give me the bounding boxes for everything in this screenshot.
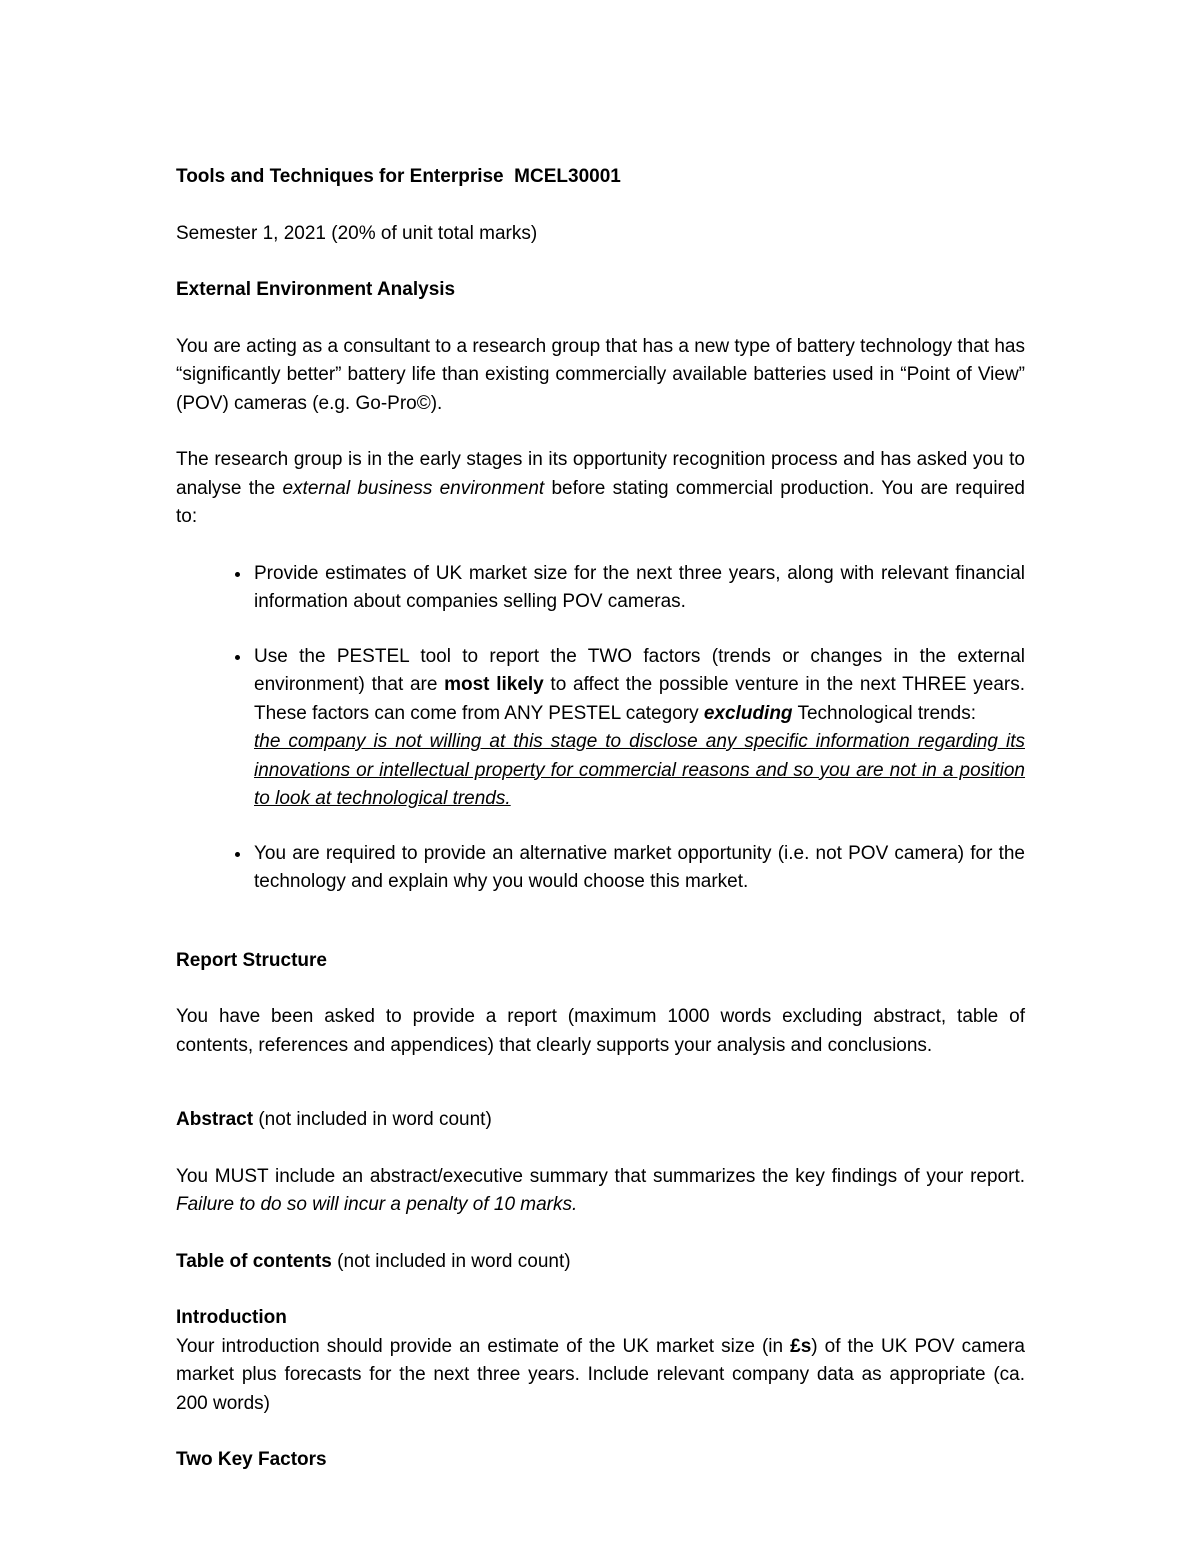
para-abstract: You MUST include an abstract/executive summary that summarizes the key findings of your report. Failure to do so will incur a penalty of 10 marks. — [176, 1165, 1025, 1215]
heading-report-structure: Report Structure — [176, 949, 327, 971]
heading-abstract: Abstract (not included in word count) — [176, 1109, 492, 1130]
bullet-market-size: • Provide estimates of UK market size for the next three years, along with relevant financial information about companies selling POV cameras. — [252, 560, 1025, 617]
bullet-alternative-market: • You are required to provide an alternative market opportunity (i.e. not POV camera) for the technology and explain why you would choose this market. — [252, 840, 1025, 897]
heading-two-key-factors: Two Key Factors — [176, 1449, 327, 1470]
para-report-structure: You have been asked to provide a report (maximum 1000 words excluding abstract, table of contents, references and appendices) that clearly supports your analysis and conclusions. — [176, 1006, 1025, 1056]
bullet-pestel-factors: • Use the PESTEL tool to report the TWO factors (trends or changes in the external environment) that are most likely to affect the possible venture in the next THREE years. These factors can come from ANY PESTEL category excluding Technological trends: the company is not willing at this stage to disclose any specific information regarding its innovations or intellectual property for commercial reasons and so you are not in a position to look at technological trends. — [252, 643, 1025, 814]
heading-external-environment-analysis: External Environment Analysis — [176, 279, 456, 300]
para-consultant-brief: You are acting as a consultant to a research group that has a new type of battery technology that has “significantly better” battery life than existing commercially available batteries used in “Point of View” (POV) cameras (e.g. Go-Pro©). — [176, 335, 1025, 414]
heading-table-of-contents: Table of contents (not included in word count) — [176, 1250, 571, 1272]
heading-introduction: Introduction — [176, 1307, 287, 1328]
para-research-group: The research group is in the early stages in its opportunity recognition process and has asked you to analyse the external business environment before stating commercial production. You are required to: — [176, 449, 1025, 527]
para-introduction: Your introduction should provide an estimate of the UK market size (in £s) of the UK POV camera market plus forecasts for the next three years. Include relevant company data as appropriate (ca. 200 words) — [176, 1335, 1025, 1414]
document-title: Tools and Techniques for Enterprise MCEL30001 — [176, 166, 621, 187]
requirements-list — [176, 560, 1025, 897]
document-subtitle: Semester 1, 2021 (20% of unit total marks) — [176, 222, 538, 244]
